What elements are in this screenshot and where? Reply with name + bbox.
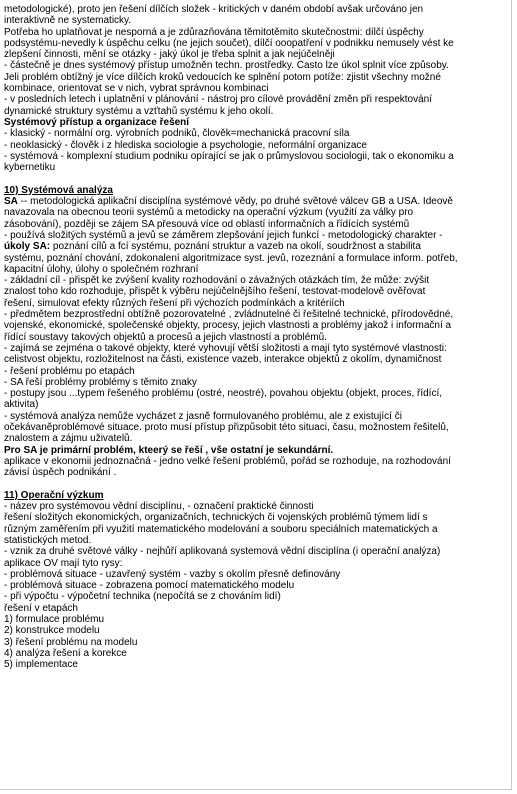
- text-line: systému, poznání chování, zdokonalení algoritmizace syst. jevů, rozeznání a formulace inform. potřeb,: [4, 252, 458, 264]
- text-line: aktivita): [4, 399, 39, 411]
- sa-term: SA: [4, 196, 18, 208]
- text-line: 5) implementace: [4, 659, 78, 671]
- text-line: - částečně je dnes systémový přístup umožněn techn. prostředky. Často lze úkol splnit více způsoby.: [4, 60, 449, 72]
- text-line: znalost toho kdo rozhoduje, přispět k výběru nejúčelnějšího řešení, testovat-modelově ověřovat: [4, 286, 426, 298]
- text-line: - problémová situace - uzavřený systém - vazby s okolím přesně definovány: [4, 568, 341, 580]
- approach-heading: Systémový přístup a organizace řešení: [4, 116, 190, 128]
- text-line: - při výpočtu - výpočetní technika (nepočítá se z chováním lidí): [4, 591, 281, 603]
- text-line: - klasický - normální org. výrobních podniků, člověk=mechanická pracovní síla: [4, 128, 350, 140]
- blank-line: [4, 173, 507, 184]
- text-line: - systémová - komplexní studium podniku opírající se jak o průmyslovou sociologii, tak o ekonomiku a: [4, 150, 454, 162]
- text-line: - používá složitých systémů a jevů se záměrem zlepšování jejich funkcí - metodologický charakter -: [4, 229, 443, 241]
- text-line: aplikace OV mají tyto rysy:: [4, 557, 123, 569]
- text-line: aplikace v ekonomii jednoznačná - jedno velké řešení problémů, pořád se rozhoduje, na rozhodování: [4, 455, 451, 467]
- text-line: statistických metod.: [4, 534, 92, 546]
- blank-line: [4, 478, 507, 489]
- section-10-body: [4, 196, 507, 478]
- text-line: znalostem a zájmu uživatelů.: [4, 433, 133, 445]
- text-line: vojenské, ekonomické, společenské objekty, procesy, jejich vlastnosti a problémy jakož i informační a: [4, 320, 452, 332]
- text-line: 3) řešení problému na modelu: [4, 636, 138, 648]
- text-line: očekávaněproblémové situace. proto musí přístup přizpůsobit této situaci, času, možnostem řešitelů,: [4, 421, 449, 433]
- text-line: - řešení problému po etapách: [4, 365, 135, 377]
- text-line: - problémová situace - zobrazena pomocí matematického modelu: [4, 580, 295, 592]
- text-line: metodologické), proto jen řešení dílčích složek - kritických v daném období avšak určováno jen: [4, 4, 424, 15]
- bold-statement: Pro SA je primární problém, kteerý se řeší , vše ostatní je sekundární.: [4, 444, 334, 456]
- text-line: řešení složitých ekonomických, organizačních, technických či vojenských problémů týmem lidí s: [4, 512, 428, 524]
- text-line: různým zaměřením při využití matematického modelování a souboru speciálních matematických a: [4, 523, 438, 535]
- text-line: zásobování), později se zájem SA přesouvá více od oblastí informačních a řídících systémů: [4, 218, 410, 230]
- sa-goals-text: poznání cílů a fcí systému, poznání struktur a vazeb na okolí, soudržnost a stabilita: [50, 241, 421, 253]
- text-line: kombinace, orientovat se v nich, vybrat správnou kombinaci: [4, 83, 269, 95]
- section-11-body: [4, 501, 507, 670]
- text-line: - základní cíl - přispět ke zvýšení kvality rozhodování o závažných otázkách tím, že může: zvýšit: [4, 275, 430, 287]
- text-line: [4, 196, 507, 207]
- text-line: Potřeba ho uplatňovat je nesporná a je zdůrazňována těmitotěmito skutečnostmi: dílčí úspěchy: [4, 26, 424, 38]
- text-line: interaktivně ne systematicky.: [4, 15, 132, 27]
- text-line: řídící soustavy takových objektů a procesů a jejich vlastností a problémů.: [4, 331, 327, 343]
- section-10-title: 10) Systémová analýza: [4, 184, 113, 196]
- text-line: - název pro systémovou vědní disciplínu, - označení praktické činnosti: [4, 501, 314, 513]
- text-line: - systémová analýza nemůže vycházet z jasně formulovaného problému, ale z existující či: [4, 410, 402, 422]
- sa-definition: -- metodologická aplikační disciplína systémové vědy, po druhé světové válcev GB a USA. Ideově: [17, 196, 453, 208]
- text-line: - postupy jsou ...typem řešeného problému (ostré, neostré), povahou objektu (objekt, proces, řídící,: [4, 388, 443, 400]
- text-line: - v posledních letech i uplatnění v plánování - nástroj pro cílové provádění změn při respektování: [4, 94, 433, 106]
- text-line: řešení v etapách: [4, 602, 78, 614]
- text-line: - předmětem bezprostřední obtížně pozorovatelné , zvládnutelné či řešitelné technické, přírodovědné,: [4, 309, 454, 321]
- approach-list: [4, 128, 507, 173]
- text-line: 1) formulace problému: [4, 614, 105, 626]
- text-line: podsystému-nevedly k úspěchu celku (ne jejich součet), dílčí ooopatření v podnikku nemusely vést ke: [4, 37, 454, 49]
- text-line: závisí úspěch podnikání .: [4, 467, 117, 479]
- text-line: zlepšení činnosti, mění se otázky - jaký úkol je třeba splnit a jak nejúčelněji: [4, 49, 335, 61]
- text-line: 2) konstrukce modelu: [4, 625, 100, 637]
- intro-paragraph: [4, 4, 507, 117]
- text-line: [4, 241, 507, 252]
- text-line: kybernetiku: [4, 162, 56, 174]
- text-line: dynamické struktury systému a vzťtahů systému k jeho okolí.: [4, 105, 274, 117]
- text-line: kapacitní úlohy, úlohy o společném rozhraní: [4, 263, 199, 275]
- section-11-title: 11) Operační výzkum: [4, 489, 104, 501]
- text-line: 4) analýza řešení a korekce: [4, 647, 127, 659]
- text-line: - zajímá se zejména o takové objekty, které vyhovují větší složitosti a mají tyto systémové vlastnosti:: [4, 342, 447, 354]
- sa-goals-term: úkoly SA:: [4, 241, 51, 253]
- text-line: - vznik za druhé světové války - nejhůří aplikovaná systemová vědní disciplína (i operační analýza): [4, 546, 441, 558]
- text-line: celistvost objektu, rozložitelnost na části, existence vazeb, interakce objektů z okolím, dynamičnost: [4, 354, 442, 366]
- text-line: - SA řeší problémy problémy s těmito znaky: [4, 376, 197, 388]
- text-line: - neoklasický - člověk i z hlediska sociologie a psychologie, neformální organizace: [4, 139, 367, 151]
- text-line: Jeli problém obtížný je více dílčích kroků vedoucích ke splnění potom potíže: zjistit všechny možné: [4, 71, 441, 83]
- text-line: řešení, simulovat efekty různých řešení při výchozích podmínkách a kritériích: [4, 297, 345, 309]
- text-line: navazovala na obecnou teorii systémů a metodicky na operační výzkum (využití za války pro: [4, 207, 414, 219]
